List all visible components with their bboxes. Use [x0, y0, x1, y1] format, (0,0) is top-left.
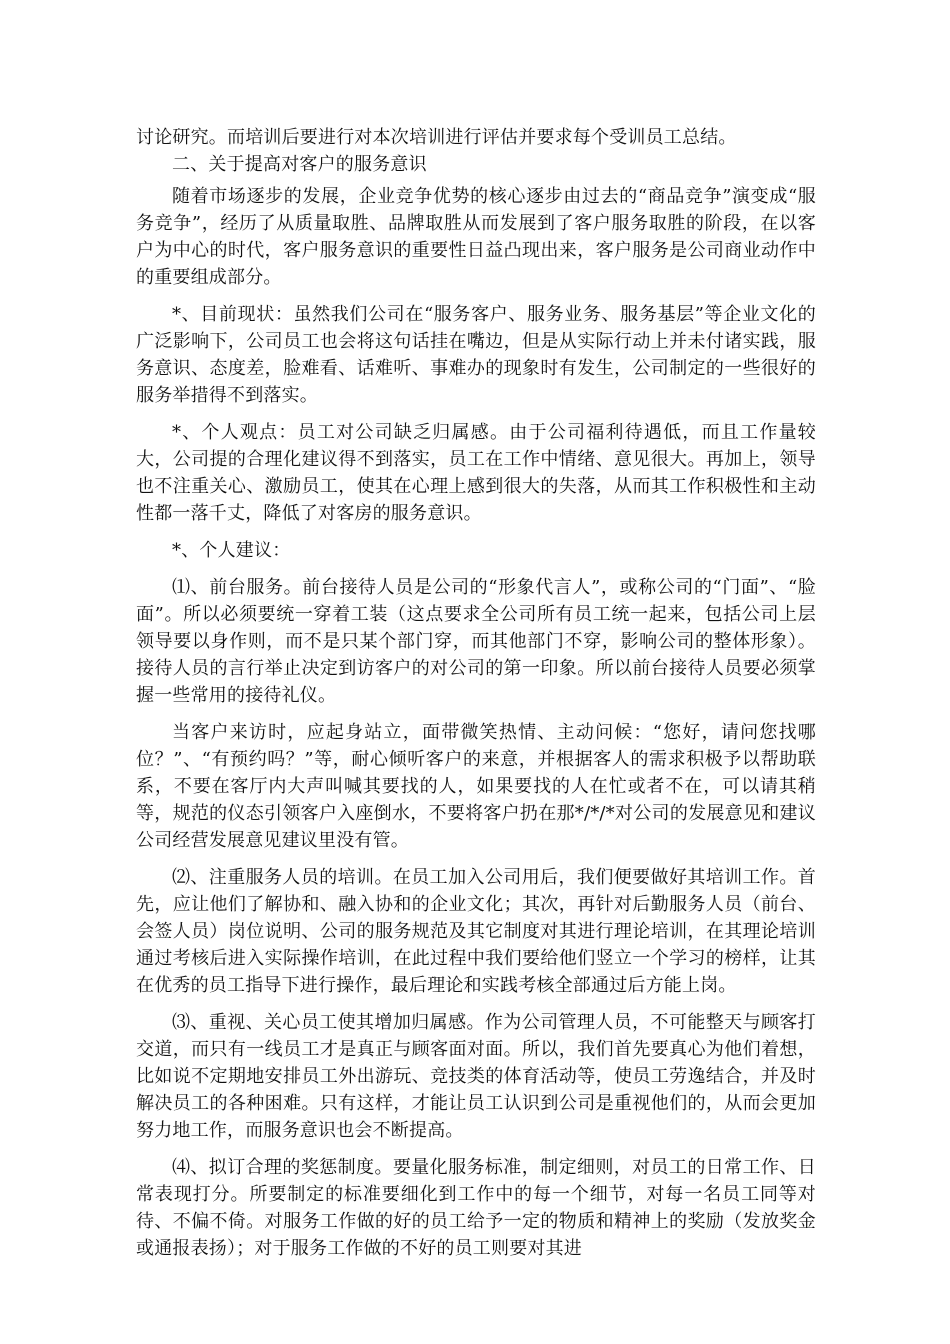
paragraph-client-visit: 当客户来访时，应起身站立，面带微笑热情、主动问候：“您好，请问您找哪位？”、“有预约吗？”等，耐心倾听客户的来意，并根据客人的需求积极予以帮助联系，不要在客厅内大声叫喊其要找的人，如果要找的人在忙或者不在，可以请其稍等，规范的仪态引领客户入座倒水，不要将客户扔在那*/*/*对公司的发展意见和建议公司经营发展意见建议里没有管。	[136, 722, 816, 851]
document-page	[136, 124, 816, 1262]
paragraph-front-desk: ⑴、前台服务。前台接待人员是公司的“形象代言人”，或称公司的“门面”、“脸面”。所以必须要统一穿着工装（这点要求全公司所有员工统一起来，包括公司上层领导要以身作则，而不是只某个部门穿，而其他部门不穿，影响公司的整体形象）。接待人员的言行举止决定到访客户的对公司的第一印象。所以前台接待人员要必须掌握一些常用的接待礼仪。	[136, 577, 816, 706]
paragraph-current-status: *、目前现状：虽然我们公司在“服务客户、服务业务、服务基层”等企业文化的广泛影响下，公司员工也会将这句话挂在嘴边，但是从实际行动上并未付诸实践，服务意识、态度差，脸难看、话难听、事难办的现象时有发生，公司制定的一些很好的服务举措得不到落实。	[136, 304, 816, 406]
paragraph-continuation: 讨论研究。而培训后要进行对本次培训进行评估并要求每个受训员工总结。	[136, 127, 737, 148]
paragraph-staff-training: ⑵、注重服务人员的培训。在员工加入公司用后，我们便要做好其培训工作。首先，应让他们了解协和、融入协和的企业文化；其次，再针对后勤服务人员（前台、会签人员）岗位说明、公司的服务规范及其它制度对其进行理论培训，在其理论培训通过考核后进入实际操作培训，在此过程中我们要给他们竖立一个学习的榜样，让其在优秀的员工指导下进行操作，最后理论和实践考核全部通过后方能上岗。	[136, 867, 816, 996]
paragraph-belonging: ⑶、重视、关心员工使其增加归属感。作为公司管理人员，不可能整天与顾客打交道，而只有一线员工才是真正与顾客面对面。所以，我们首先要真心为他们着想，比如说不定期地安排员工外出游玩、竞技类的体育活动等，使员工劳逸结合，并及时解决员工的各种困难。只有这样，才能让员工认识到公司是重视他们的，从而会更加努力地工作，而服务意识也会不断提高。	[136, 1012, 816, 1141]
paragraph-personal-view: *、个人观点：员工对公司缺乏归属感。由于公司福利待遇低，而且工作量较大，公司提的合理化建议得不到落实，员工在工作中情绪、意见很大。再加上，领导也不注重关心、激励员工，使其在心理上感到很大的失落，从而其工作积极性和主动性都一落千丈，降低了对客房的服务意识。	[136, 422, 816, 524]
paragraph-suggestion-heading: *、个人建议：	[172, 540, 291, 561]
section-heading: 二、关于提高对客户的服务意识	[172, 154, 427, 175]
paragraph-intro: 随着市场逐步的发展，企业竞争优势的核心逐步由过去的“商品竞争”演变成“服务竞争”，经历了从质量取胜、品牌取胜从而发展到了客户服务取胜的阶段，在以客户为中心的时代，客户服务意识的重要性日益凸现出来，客户服务是公司商业动作中的重要组成部分。	[136, 186, 816, 288]
paragraph-reward-system: ⑷、拟订合理的奖惩制度。要量化服务标准，制定细则，对员工的日常工作、日常表现打分。所要制定的标准要细化到工作中的每一个细节，对每一名员工同等对待、不偏不倚。对服务工作做的好的员工给予一定的物质和精神上的奖励（发放奖金或通报表扬）；对于服务工作做的不好的员工则要对其进	[136, 1157, 816, 1259]
